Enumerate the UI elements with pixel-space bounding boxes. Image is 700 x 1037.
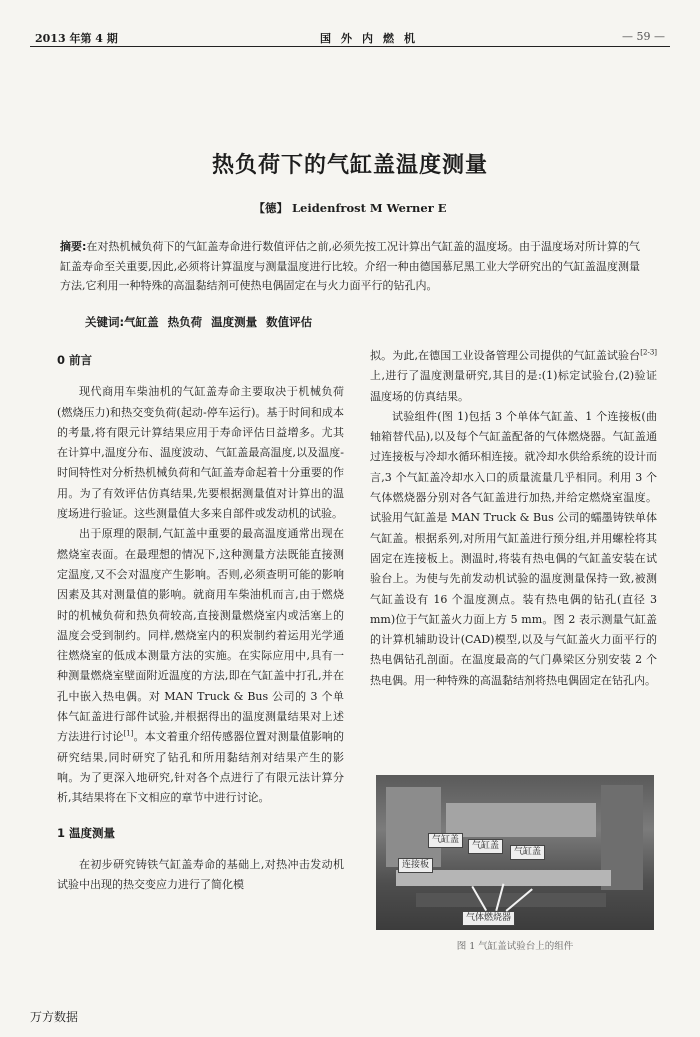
label-gas-burner: 气体燃烧器	[462, 911, 515, 926]
paragraph-text: 上,进行了温度测量研究,其目的是:(1)标定试验台,(2)验证温度场的仿真结果。	[370, 369, 657, 403]
paragraph-text: 出于原理的限制,气缸盖中重要的最高温度通常出现在燃烧室表面。在最理想的情况下,这种测量方法既能直接测定温度,又不会对温度产生影响。否则,必须查明可能的影响因素及其对测量值的影响。就商用车柴油机而言,由于燃烧时的机械负荷和热负荷较高,直接测量燃烧室内或活塞上的温度会受到制约。同样,燃烧室内的积炭制约着运用光学通往燃烧室的低成本测量方法的实施。在实际应用中,具有一种测量燃烧室壁面附近温度的方法,即在气缸盖中打孔,并在孔中嵌入热电偶。对 MAN Truck & Bus 公司的 3 个单体气缸盖进行部件试验,并根据得出的温度测量结果对上述方法进行讨论	[57, 527, 344, 744]
keyword: 温度测量	[211, 315, 258, 329]
journal-name: 国外内燃机	[320, 32, 425, 45]
label-cylinder-head: 气缸盖	[468, 839, 503, 854]
keywords-label: 关键词:	[85, 315, 125, 329]
section-heading-intro: 0 前言	[57, 353, 93, 367]
abstract	[60, 237, 640, 296]
figure-caption: 图 1 气缸盖试验台上的组件	[456, 941, 574, 952]
paragraph	[57, 524, 344, 808]
paragraph-text: 。本文着重介绍传感器位置对测量值影响的研究结果,同时研究了钻孔和所用黏结剂对结果产生的影响。为了更深入地研究,针对各个点进行了有限元法计算分析,其结果将在下文相应的章节中进行讨论。	[57, 730, 344, 805]
keyword: 气缸盖	[124, 315, 159, 329]
keyword: 数值评估	[266, 315, 313, 329]
issue-number: 2013 年第 4 期	[35, 32, 118, 45]
authors: 【德】 Leidenfrost M Werner E	[253, 201, 447, 215]
label-connecting-plate: 连接板	[398, 858, 433, 873]
citation: [1]	[123, 729, 134, 738]
citation: [2-3]	[640, 348, 657, 357]
keyword: 热负荷	[167, 315, 203, 329]
keywords	[85, 314, 321, 330]
section-heading-temperature: 1 温度测量	[57, 825, 116, 840]
label-cylinder-head: 气缸盖	[428, 833, 463, 848]
abstract-label: 摘要:	[60, 240, 87, 253]
paragraph: 现代商用车柴油机的气缸盖寿命主要取决于机械负荷(燃烧压力)和热交变负荷(起动-停车运行)。基于时间和成本的考量,将有限元计算结果应用于寿命评估日益增多。尤其在计算中,温度分布、温度波动、气缸盖最高温度,以及温度-时间特性对分析热机械负荷和气缸盖寿命起着十分重要的作用。为了有效评估仿真结果,先要根据测量值对计算出的温度场进行验证。这些测量值大多来自部件或发动机的试验。	[57, 385, 344, 521]
label-cylinder-head: 气缸盖	[510, 845, 545, 860]
page-number: — 59 —	[622, 30, 665, 43]
photo-shape	[446, 803, 596, 837]
photo-shape	[386, 787, 441, 867]
test-rig-photo	[376, 775, 654, 930]
article-title: 热负荷下的气缸盖温度测量	[211, 153, 488, 178]
paragraph-text: 拟。为此,在德国工业设备管理公司提供的气缸盖试验台	[370, 349, 641, 362]
watermark-brand: 万方数据	[30, 1010, 79, 1024]
abstract-text: 在对热机械负荷下的气缸盖寿命进行数值评估之前,必须先按工况计算出气缸盖的温度场。由于温度场对所计算的气缸盖寿命至关重要,因此,必须将计算温度与测量温度进行比较。介绍一种由德国慕尼黑工业大学研究出的气缸盖温度测量方法,它利用一种特殊的高温黏结剂可使热电偶固定在与火力面平行的钻孔内。	[60, 240, 640, 292]
right-column	[370, 346, 657, 691]
paragraph: 试验组件(图 1)包括 3 个单体气缸盖、1 个连接板(曲轴箱替代品),以及每个气缸盖配备的气体燃烧器。气缸盖通过连接板与冷却水循环相连接。就冷却水供给系统的设计而言,3 个气缸盖冷却水入口的质量流量几乎相同。利用 3 个气体燃烧器分别对各气缸盖进行加热,并给定燃烧室温度。试验用气缸盖是 MAN Truck & Bus 公司的蠕墨铸铁单体气缸盖。根据系列,对所用气缸盖进行预分组,并用螺栓将其固定在连接板上。测温时,将装有热电偶的气缸盖安装在试验台上。为使与先前发动机试验的温度测量保持一致,被测气缸盖设有 16 个温度测点。装有热电偶的钻孔(直径 3 mm)位于气缸盖火力面上方 5 mm。图 2 表示测量气缸盖的计算机辅助设计(CAD)模型,以及与气缸盖火力面平行的热电偶钻孔剖面。在温度最高的气门鼻梁区分别安装 2 个热电偶。用一种特殊的高温黏结剂将热电偶固定在钻孔内。	[370, 409, 657, 687]
paragraph	[370, 346, 657, 407]
running-header	[30, 30, 670, 47]
left-column	[57, 346, 344, 895]
paragraph: 在初步研究铸铁气缸盖寿命的基础上,对热冲击发动机试验中出现的热交变应力进行了简化模	[57, 857, 344, 892]
